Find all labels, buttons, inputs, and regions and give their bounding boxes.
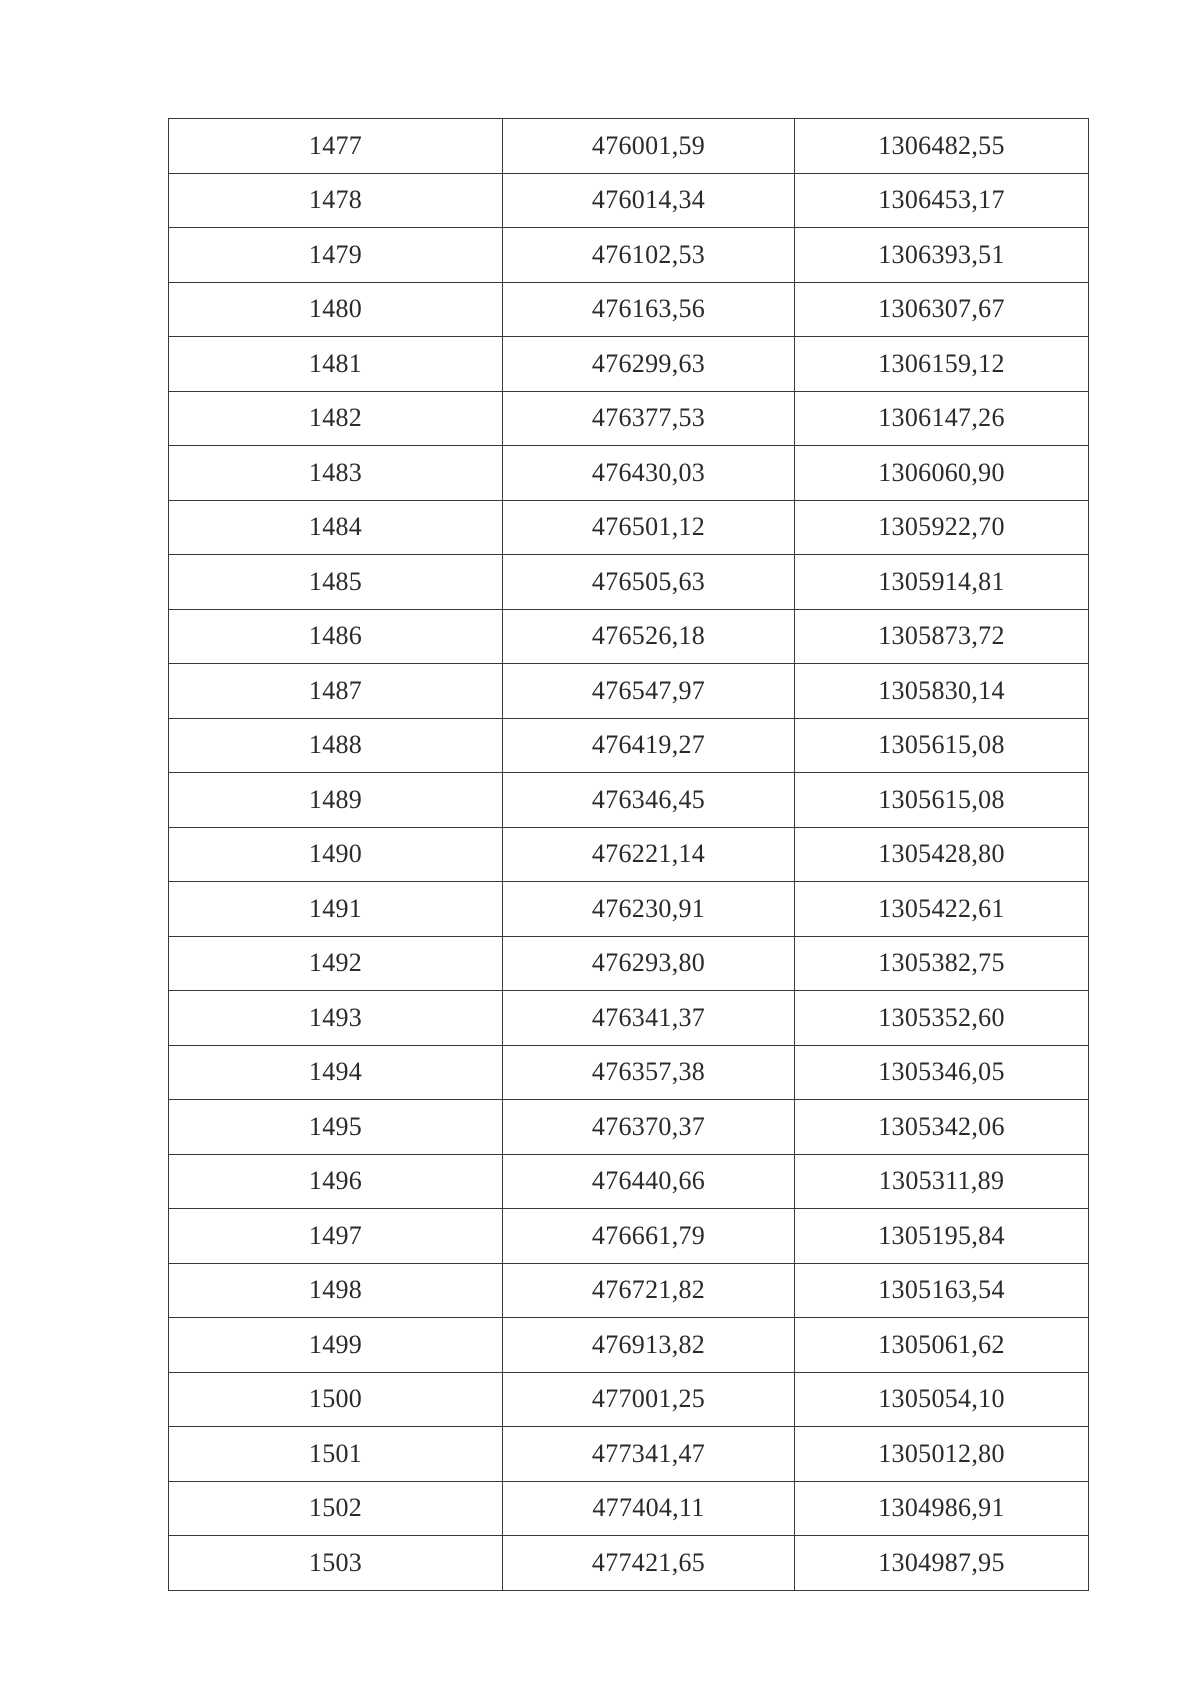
coordinates-table-body <box>169 119 1089 1591</box>
point-number-cell: 1483 <box>169 446 503 501</box>
y-coordinate-cell: 1306453,17 <box>795 173 1089 228</box>
y-coordinate-cell: 1305163,54 <box>795 1263 1089 1318</box>
point-number-cell: 1487 <box>169 664 503 719</box>
table-row <box>169 827 1089 882</box>
point-number-cell: 1499 <box>169 1318 503 1373</box>
table-row <box>169 882 1089 937</box>
point-number-cell: 1479 <box>169 228 503 283</box>
x-coordinate-cell: 476341,37 <box>503 991 795 1046</box>
table-row <box>169 555 1089 610</box>
x-coordinate-cell: 476721,82 <box>503 1263 795 1318</box>
y-coordinate-cell: 1305922,70 <box>795 500 1089 555</box>
point-number-cell: 1482 <box>169 391 503 446</box>
point-number-cell: 1478 <box>169 173 503 228</box>
table-row <box>169 1536 1089 1591</box>
y-coordinate-cell: 1305615,08 <box>795 718 1089 773</box>
table-row <box>169 173 1089 228</box>
x-coordinate-cell: 477001,25 <box>503 1372 795 1427</box>
point-number-cell: 1496 <box>169 1154 503 1209</box>
table-row <box>169 773 1089 828</box>
table-row <box>169 446 1089 501</box>
x-coordinate-cell: 476102,53 <box>503 228 795 283</box>
table-row <box>169 664 1089 719</box>
x-coordinate-cell: 476440,66 <box>503 1154 795 1209</box>
point-number-cell: 1500 <box>169 1372 503 1427</box>
x-coordinate-cell: 476357,38 <box>503 1045 795 1100</box>
table-row <box>169 718 1089 773</box>
y-coordinate-cell: 1306482,55 <box>795 119 1089 174</box>
x-coordinate-cell: 476526,18 <box>503 609 795 664</box>
table-row <box>169 1154 1089 1209</box>
y-coordinate-cell: 1305346,05 <box>795 1045 1089 1100</box>
x-coordinate-cell: 476346,45 <box>503 773 795 828</box>
point-number-cell: 1493 <box>169 991 503 1046</box>
point-number-cell: 1497 <box>169 1209 503 1264</box>
x-coordinate-cell: 476419,27 <box>503 718 795 773</box>
y-coordinate-cell: 1304986,91 <box>795 1481 1089 1536</box>
y-coordinate-cell: 1306060,90 <box>795 446 1089 501</box>
table-row <box>169 228 1089 283</box>
table-row <box>169 282 1089 337</box>
table-row <box>169 1318 1089 1373</box>
table-row <box>169 500 1089 555</box>
y-coordinate-cell: 1305830,14 <box>795 664 1089 719</box>
point-number-cell: 1485 <box>169 555 503 610</box>
x-coordinate-cell: 476913,82 <box>503 1318 795 1373</box>
y-coordinate-cell: 1306159,12 <box>795 337 1089 392</box>
x-coordinate-cell: 476221,14 <box>503 827 795 882</box>
table-row <box>169 991 1089 1046</box>
y-coordinate-cell: 1305873,72 <box>795 609 1089 664</box>
x-coordinate-cell: 476505,63 <box>503 555 795 610</box>
point-number-cell: 1484 <box>169 500 503 555</box>
y-coordinate-cell: 1305061,62 <box>795 1318 1089 1373</box>
y-coordinate-cell: 1306307,67 <box>795 282 1089 337</box>
x-coordinate-cell: 477341,47 <box>503 1427 795 1482</box>
table-row <box>169 1045 1089 1100</box>
point-number-cell: 1481 <box>169 337 503 392</box>
y-coordinate-cell: 1305615,08 <box>795 773 1089 828</box>
y-coordinate-cell: 1305195,84 <box>795 1209 1089 1264</box>
table-row <box>169 1427 1089 1482</box>
y-coordinate-cell: 1305422,61 <box>795 882 1089 937</box>
x-coordinate-cell: 476230,91 <box>503 882 795 937</box>
table-row <box>169 1372 1089 1427</box>
y-coordinate-cell: 1305382,75 <box>795 936 1089 991</box>
x-coordinate-cell: 476547,97 <box>503 664 795 719</box>
table-row <box>169 1100 1089 1155</box>
y-coordinate-cell: 1305012,80 <box>795 1427 1089 1482</box>
y-coordinate-cell: 1305352,60 <box>795 991 1089 1046</box>
x-coordinate-cell: 476661,79 <box>503 1209 795 1264</box>
x-coordinate-cell: 477404,11 <box>503 1481 795 1536</box>
x-coordinate-cell: 476001,59 <box>503 119 795 174</box>
y-coordinate-cell: 1304987,95 <box>795 1536 1089 1591</box>
y-coordinate-cell: 1305428,80 <box>795 827 1089 882</box>
x-coordinate-cell: 476370,37 <box>503 1100 795 1155</box>
table-row <box>169 1481 1089 1536</box>
point-number-cell: 1490 <box>169 827 503 882</box>
point-number-cell: 1477 <box>169 119 503 174</box>
point-number-cell: 1495 <box>169 1100 503 1155</box>
point-number-cell: 1486 <box>169 609 503 664</box>
x-coordinate-cell: 476163,56 <box>503 282 795 337</box>
y-coordinate-cell: 1305054,10 <box>795 1372 1089 1427</box>
table-row <box>169 1209 1089 1264</box>
table-row <box>169 609 1089 664</box>
point-number-cell: 1480 <box>169 282 503 337</box>
point-number-cell: 1501 <box>169 1427 503 1482</box>
table-row <box>169 337 1089 392</box>
y-coordinate-cell: 1305342,06 <box>795 1100 1089 1155</box>
table-row <box>169 391 1089 446</box>
x-coordinate-cell: 477421,65 <box>503 1536 795 1591</box>
point-number-cell: 1488 <box>169 718 503 773</box>
point-number-cell: 1489 <box>169 773 503 828</box>
x-coordinate-cell: 476299,63 <box>503 337 795 392</box>
point-number-cell: 1494 <box>169 1045 503 1100</box>
x-coordinate-cell: 476377,53 <box>503 391 795 446</box>
x-coordinate-cell: 476293,80 <box>503 936 795 991</box>
table-row <box>169 936 1089 991</box>
point-number-cell: 1498 <box>169 1263 503 1318</box>
y-coordinate-cell: 1305311,89 <box>795 1154 1089 1209</box>
document-page <box>168 118 1088 1591</box>
table-row <box>169 119 1089 174</box>
point-number-cell: 1491 <box>169 882 503 937</box>
coordinates-table <box>168 118 1089 1591</box>
x-coordinate-cell: 476430,03 <box>503 446 795 501</box>
y-coordinate-cell: 1306147,26 <box>795 391 1089 446</box>
point-number-cell: 1503 <box>169 1536 503 1591</box>
x-coordinate-cell: 476014,34 <box>503 173 795 228</box>
table-row <box>169 1263 1089 1318</box>
y-coordinate-cell: 1306393,51 <box>795 228 1089 283</box>
point-number-cell: 1492 <box>169 936 503 991</box>
x-coordinate-cell: 476501,12 <box>503 500 795 555</box>
y-coordinate-cell: 1305914,81 <box>795 555 1089 610</box>
point-number-cell: 1502 <box>169 1481 503 1536</box>
